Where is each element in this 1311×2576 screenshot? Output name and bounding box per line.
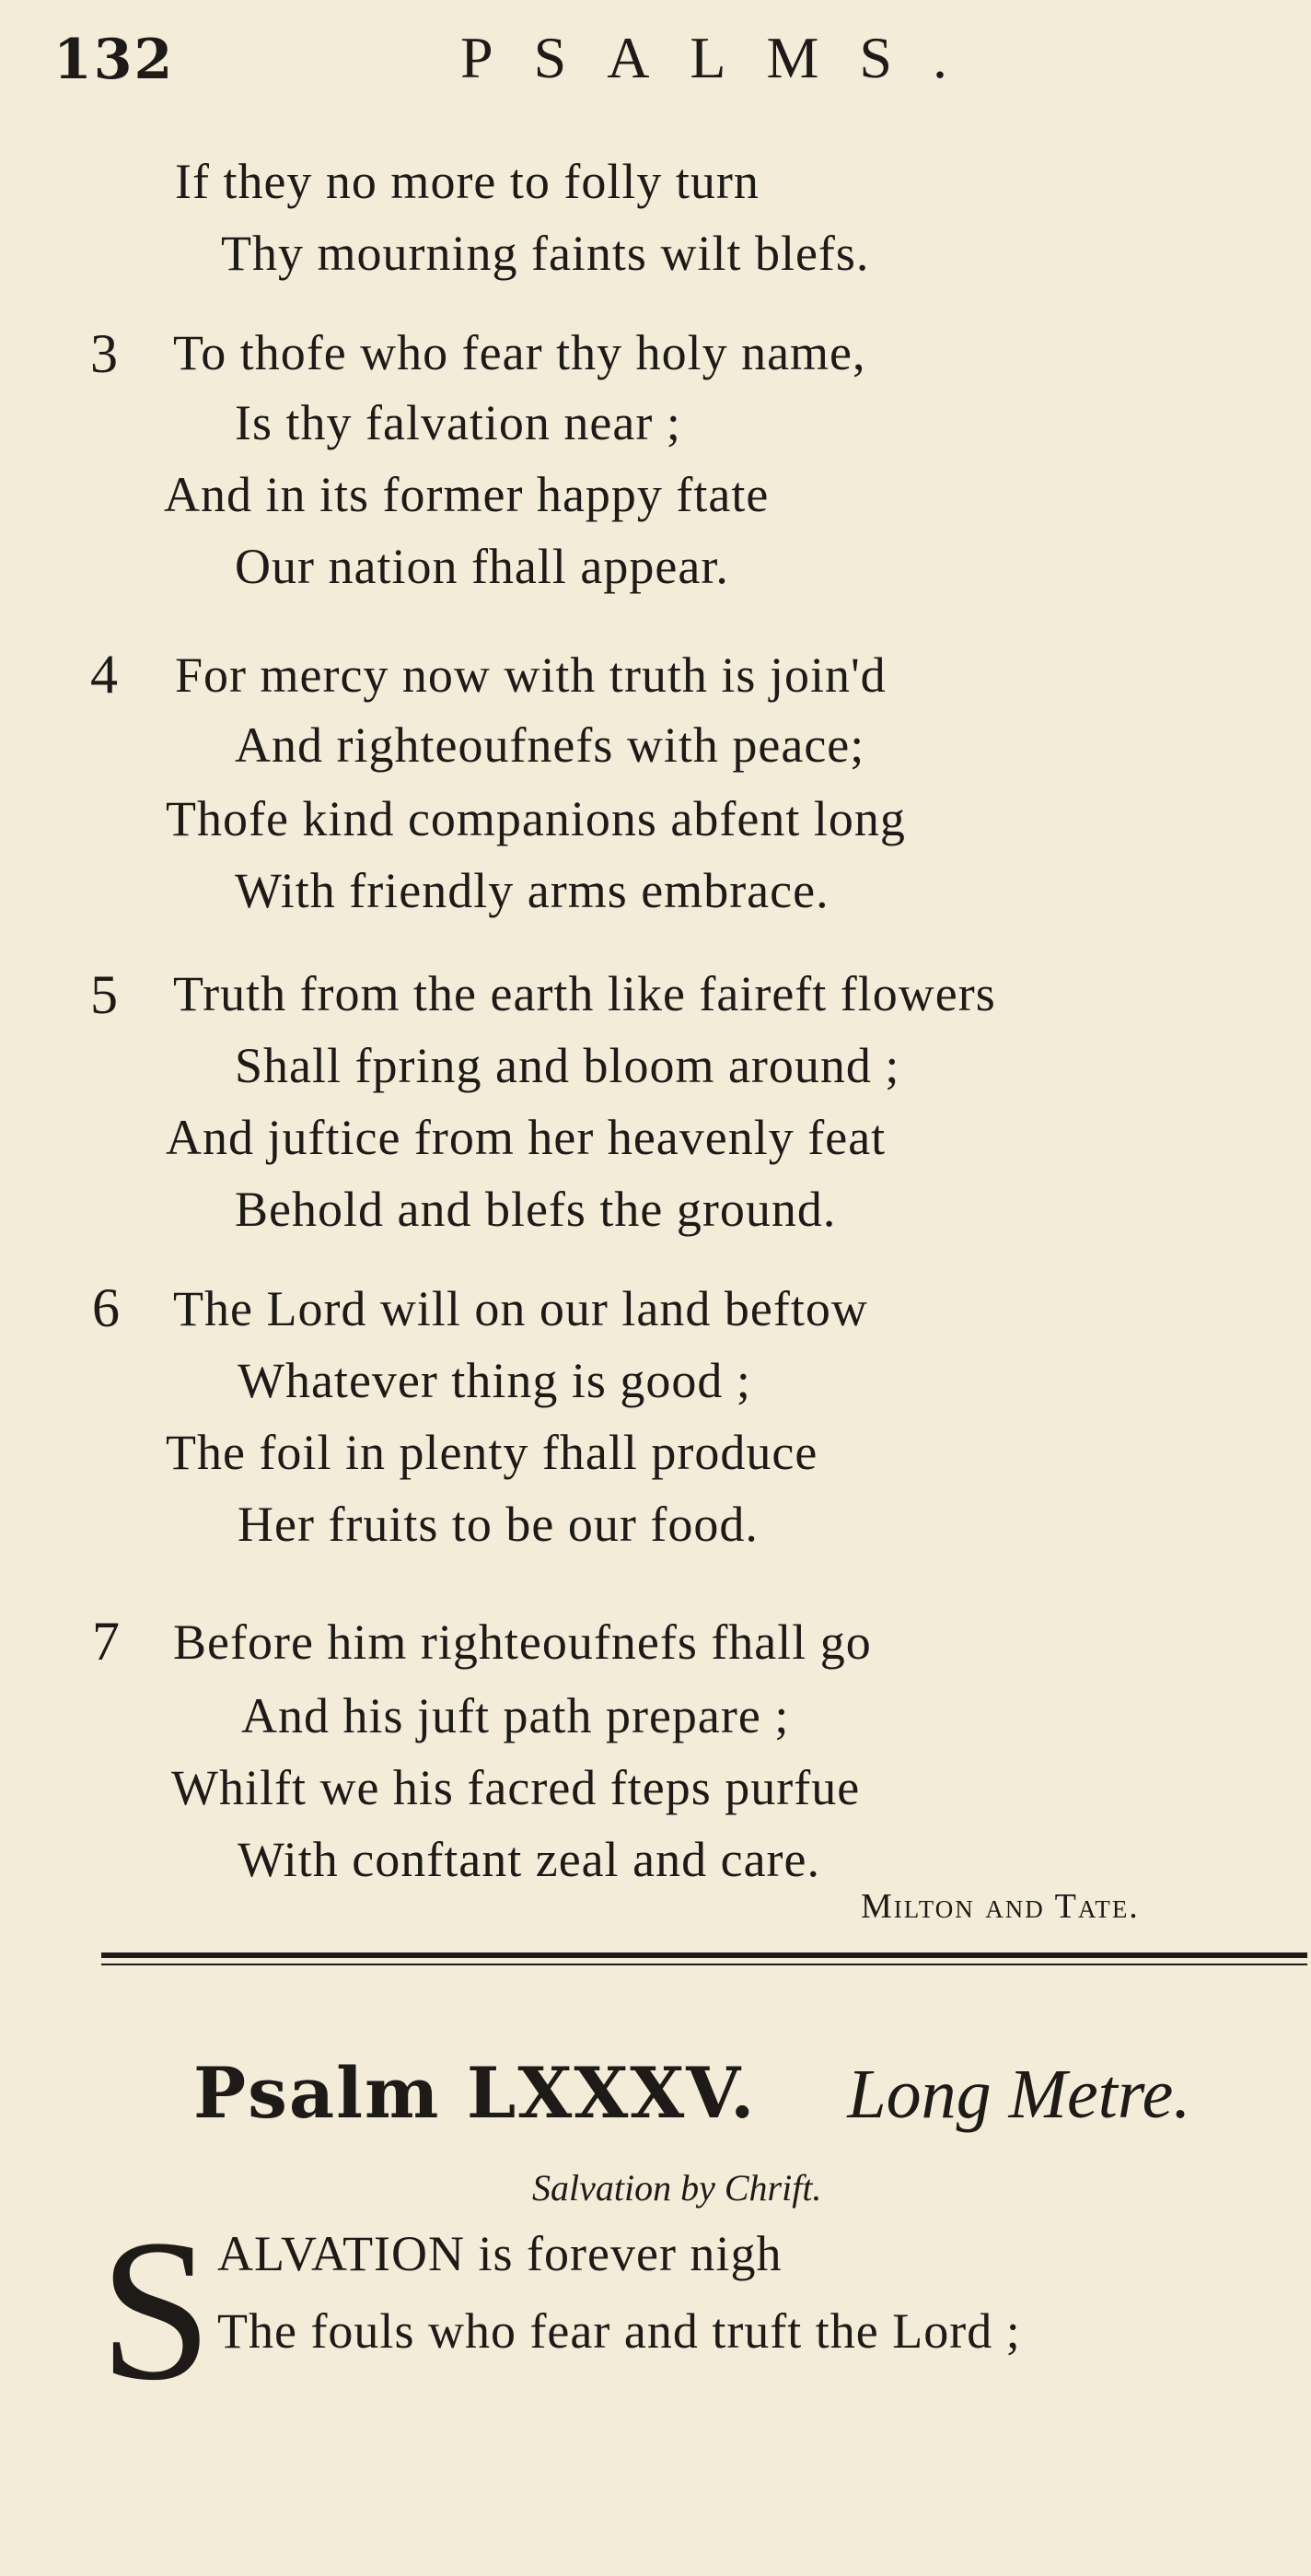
poem-line: Whilft we his facred fteps purfue <box>171 1760 861 1815</box>
poem-line: Our nation fhall appear. <box>235 539 729 594</box>
poem-line: Behold and blefs the ground. <box>235 1182 837 1237</box>
poem-line: Thy mourning faints wilt blefs. <box>221 226 870 281</box>
verse-number: 3 <box>90 323 118 384</box>
poem-line: And his juft path prepare ; <box>241 1688 790 1743</box>
verse-number: 6 <box>92 1277 120 1338</box>
section-rule <box>101 1952 1307 1958</box>
poem-line: Thofe kind companions abfent long <box>166 791 906 846</box>
poem-line: With friendly arms embrace. <box>235 863 830 918</box>
psalm-title: Psalm LXXXV. <box>193 2052 757 2134</box>
poem-line: For mercy now with truth is join'd <box>175 647 887 703</box>
poem-line: ALVATION is forever nigh <box>217 2226 783 2281</box>
verse-number: 4 <box>90 644 118 705</box>
poem-line: And righteoufnefs with peace; <box>235 717 865 773</box>
poem-line: Before him righteoufnefs fhall go <box>173 1614 872 1670</box>
poem-line: With conftant zeal and care. <box>238 1832 820 1887</box>
running-head: PSALMS. <box>460 25 988 90</box>
poem-line: To thofe who fear thy holy name, <box>173 325 866 380</box>
poem-line: And in its former happy ftate <box>164 467 770 522</box>
page-number: 132 <box>53 28 175 92</box>
verse-number: 5 <box>90 964 118 1025</box>
poem-line: Is thy falvation near ; <box>235 395 681 450</box>
psalm-metre: Long Metre. <box>847 2056 1191 2133</box>
section-rule-thin <box>101 1964 1307 1965</box>
verse-number: 7 <box>92 1611 120 1672</box>
poem-line: The Lord will on our land beftow <box>173 1281 868 1336</box>
poem-line: And juftice from her heavenly feat <box>166 1110 887 1165</box>
poem-line: Her fruits to be our food. <box>238 1497 759 1552</box>
poem-line: Shall fpring and bloom around ; <box>235 1038 900 1093</box>
poem-line: Whatever thing is good ; <box>238 1353 751 1408</box>
poem-line: Truth from the earth like faireft flowers <box>173 966 996 1021</box>
psalm-heading <box>193 2052 1190 2135</box>
poem-line: If they no more to folly turn <box>175 154 760 209</box>
poem-line: The fouls who fear and truft the Lord ; <box>217 2303 1021 2359</box>
attribution: Milton and Tate. <box>861 1887 1140 1926</box>
psalm-subtitle: Salvation by Chrift. <box>532 2167 822 2209</box>
drop-cap: S <box>99 2197 213 2422</box>
poem-line: The foil in plenty fhall produce <box>166 1425 818 1480</box>
